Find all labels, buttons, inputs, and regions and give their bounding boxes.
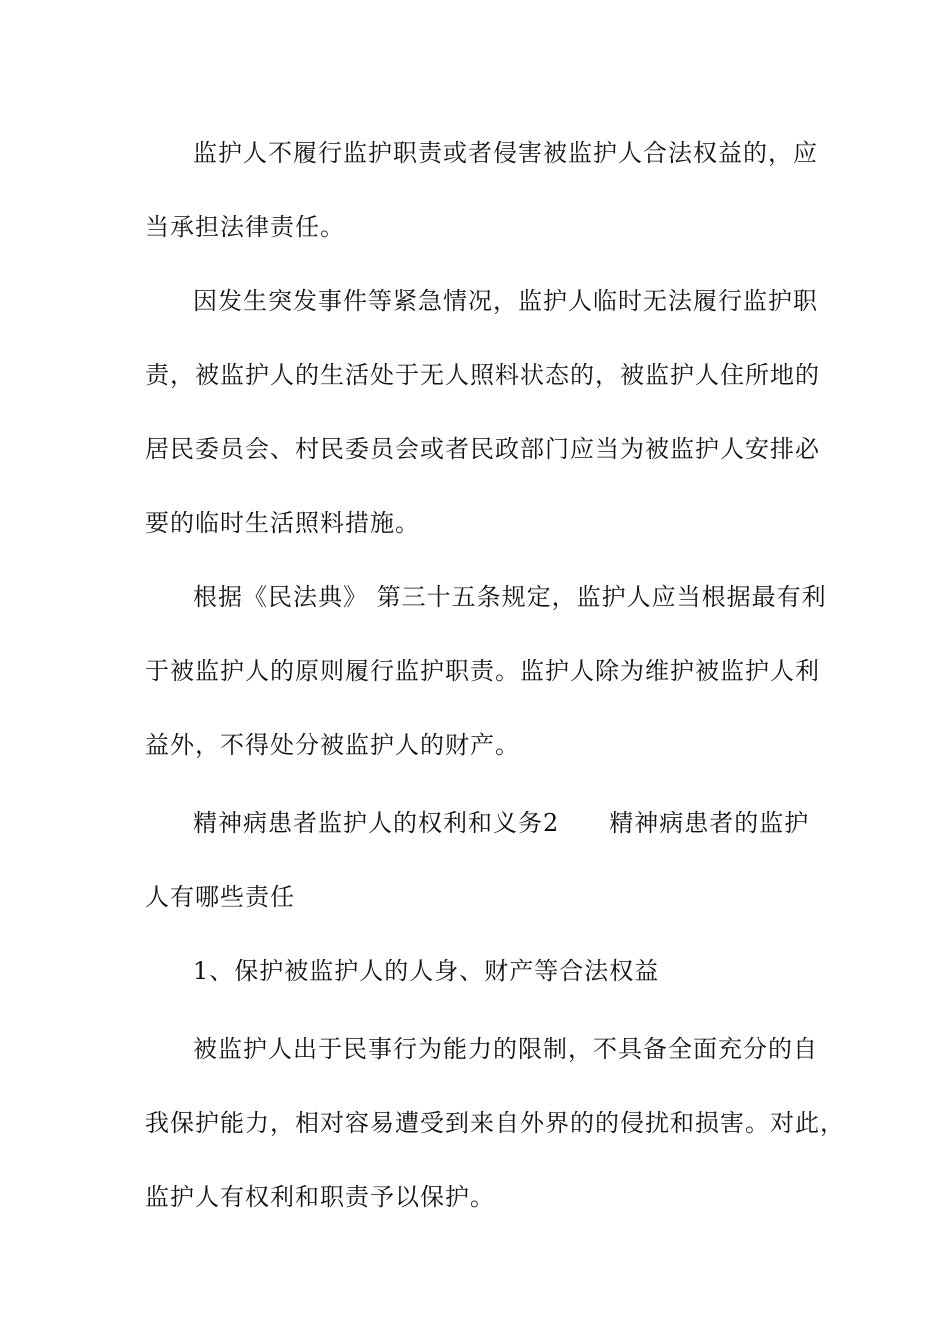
section-heading-line-2: 人有哪些责任 bbox=[145, 883, 295, 911]
list-item-1: 1、保护被监护人的人身、财产等合法权益 bbox=[193, 957, 660, 985]
paragraph-4-line-1: 被监护人出于民事行为能力的限制，不具备全面充分的自 bbox=[193, 1035, 818, 1063]
paragraph-3-line-1: 根据《民法典》 第三十五条规定，监护人应当根据最有利 bbox=[193, 583, 827, 611]
paragraph-1-line-2: 当承担法律责任。 bbox=[145, 213, 345, 241]
section-heading-line-1: 精神病患者监护人的权利和义务2 精神病患者的监护 bbox=[193, 809, 810, 837]
paragraph-2-line-3: 居民委员会、村民委员会或者民政部门应当为被监护人安排必 bbox=[145, 435, 820, 463]
paragraph-2-line-2: 责，被监护人的生活处于无人照料状态的，被监护人住所地的 bbox=[145, 361, 820, 389]
paragraph-4-line-2: 我保护能力，相对容易遭受到来自外界的的侵扰和损害。对此， bbox=[145, 1109, 845, 1137]
paragraph-1-line-1: 监护人不履行监护职责或者侵害被监护人合法权益的，应 bbox=[193, 139, 818, 167]
paragraph-2-line-1: 因发生突发事件等紧急情况，监护人临时无法履行监护职 bbox=[193, 287, 818, 315]
paragraph-4-line-3: 监护人有权利和职责予以保护。 bbox=[145, 1183, 495, 1211]
paragraph-3-line-3: 益外，不得处分被监护人的财产。 bbox=[145, 731, 520, 759]
paragraph-2-line-4: 要的临时生活照料措施。 bbox=[145, 509, 420, 537]
paragraph-3-line-2: 于被监护人的原则履行监护职责。监护人除为维护被监护人利 bbox=[145, 657, 820, 685]
